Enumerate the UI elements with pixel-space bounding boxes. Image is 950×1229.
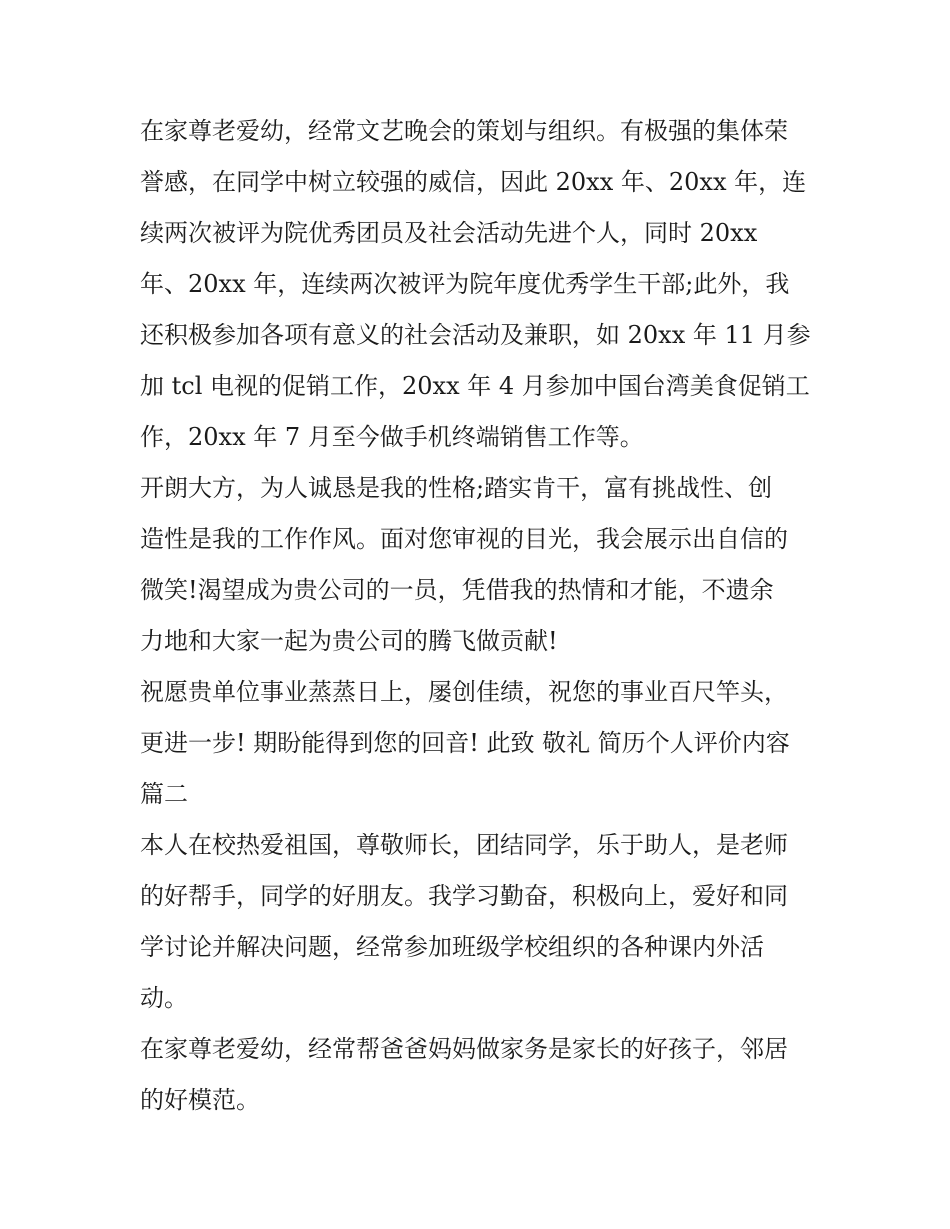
text-line: 更进一步! 期盼能得到您的回音! 此致 敬礼 简历个人评价内容 — [140, 729, 790, 757]
text-line: 誉感，在同学中树立较强的威信，因此 20xx 年、20xx 年，连 — [140, 168, 807, 196]
text-line: 祝愿贵单位事业蒸蒸日上，屡创佳绩，祝您的事业百尺竿头， — [140, 678, 788, 706]
text-line: 本人在校热爱祖国，尊敬师长，团结同学，乐于助人，是老师 — [140, 831, 788, 859]
section-heading: 篇二 — [140, 780, 188, 808]
text-line: 作，20xx 年 7 月至今做手机终端销售工作等。 — [140, 423, 644, 451]
text-line: 造性是我的工作作风。面对您审视的目光，我会展示出自信的 — [140, 525, 788, 553]
text-line: 在家尊老爱幼，经常帮爸爸妈妈做家务是家长的好孩子，邻居 — [140, 1035, 788, 1063]
text-line: 的好模范。 — [140, 1086, 260, 1114]
text-line: 微笑!渴望成为贵公司的一员，凭借我的热情和才能，不遗余 — [140, 576, 774, 604]
document-body — [140, 106, 820, 1126]
text-line: 加 tcl 电视的促销工作，20xx 年 4 月参加中国台湾美食促销工 — [140, 372, 810, 400]
text-line: 力地和大家一起为贵公司的腾飞做贡献! — [140, 627, 558, 655]
text-line: 动。 — [140, 984, 188, 1012]
text-line: 开朗大方，为人诚恳是我的性格;踏实肯干，富有挑战性、创 — [140, 474, 773, 502]
text-line: 学讨论并解决问题，经常参加班级学校组织的各种课内外活 — [140, 933, 764, 961]
text-line: 续两次被评为院优秀团员及社会活动先进个人，同时 20xx — [140, 219, 758, 247]
text-line: 的好帮手，同学的好朋友。我学习勤奋，积极向上，爱好和同 — [140, 882, 788, 910]
text-line: 在家尊老爱幼，经常文艺晚会的策划与组织。有极强的集体荣 — [140, 117, 788, 145]
text-line: 年、20xx 年，连续两次被评为院年度优秀学生干部;此外，我 — [140, 270, 790, 298]
text-line: 还积极参加各项有意义的社会活动及兼职，如 20xx 年 11 月参 — [140, 321, 811, 349]
